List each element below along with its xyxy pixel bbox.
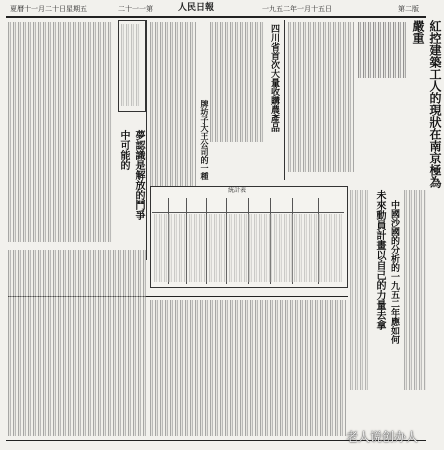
column-rule [284,20,285,180]
headline-5: 中國沙國的分析的一九五二年應如何 [389,200,399,344]
column-rule-left [146,20,147,260]
masthead-date: 一九五二年一月十五日 [262,5,332,13]
masthead-page-number: 第二版 [398,5,419,13]
headline-6: 未來動員計畫以自己的力量去拿 [374,190,385,330]
right-middle-body [350,190,368,390]
lead-headline: 紅控建築工人的現狀在南京極為嚴重 [411,20,442,188]
masthead-center-small: 二十一一第 [118,5,153,13]
masthead-title: 人民日報 [178,3,215,13]
masthead-rule [6,16,426,18]
right-column-body [404,190,426,390]
table-caption: 統計表 [228,187,247,194]
article-2-body [210,22,264,142]
notice-box-text [121,24,141,106]
lead-subheads [358,22,406,78]
table-cells [154,214,342,282]
bottom-left-body [8,250,146,436]
left-upper-body [8,22,112,242]
lead-article-body [288,22,354,172]
headline-3: 牌坊子大王公司的一種 [200,100,210,180]
headline-4: 夢認識是解放的鬥爭中可能的 [118,130,144,220]
article-3-body [150,22,196,192]
masthead-left: 夏曆十一月二十日星期五 [10,5,87,13]
watermark: 老人说创办人 [346,430,419,444]
headline-2: 四川省首次大量收購農產品 [269,24,279,132]
bottom-center-body [150,300,346,436]
